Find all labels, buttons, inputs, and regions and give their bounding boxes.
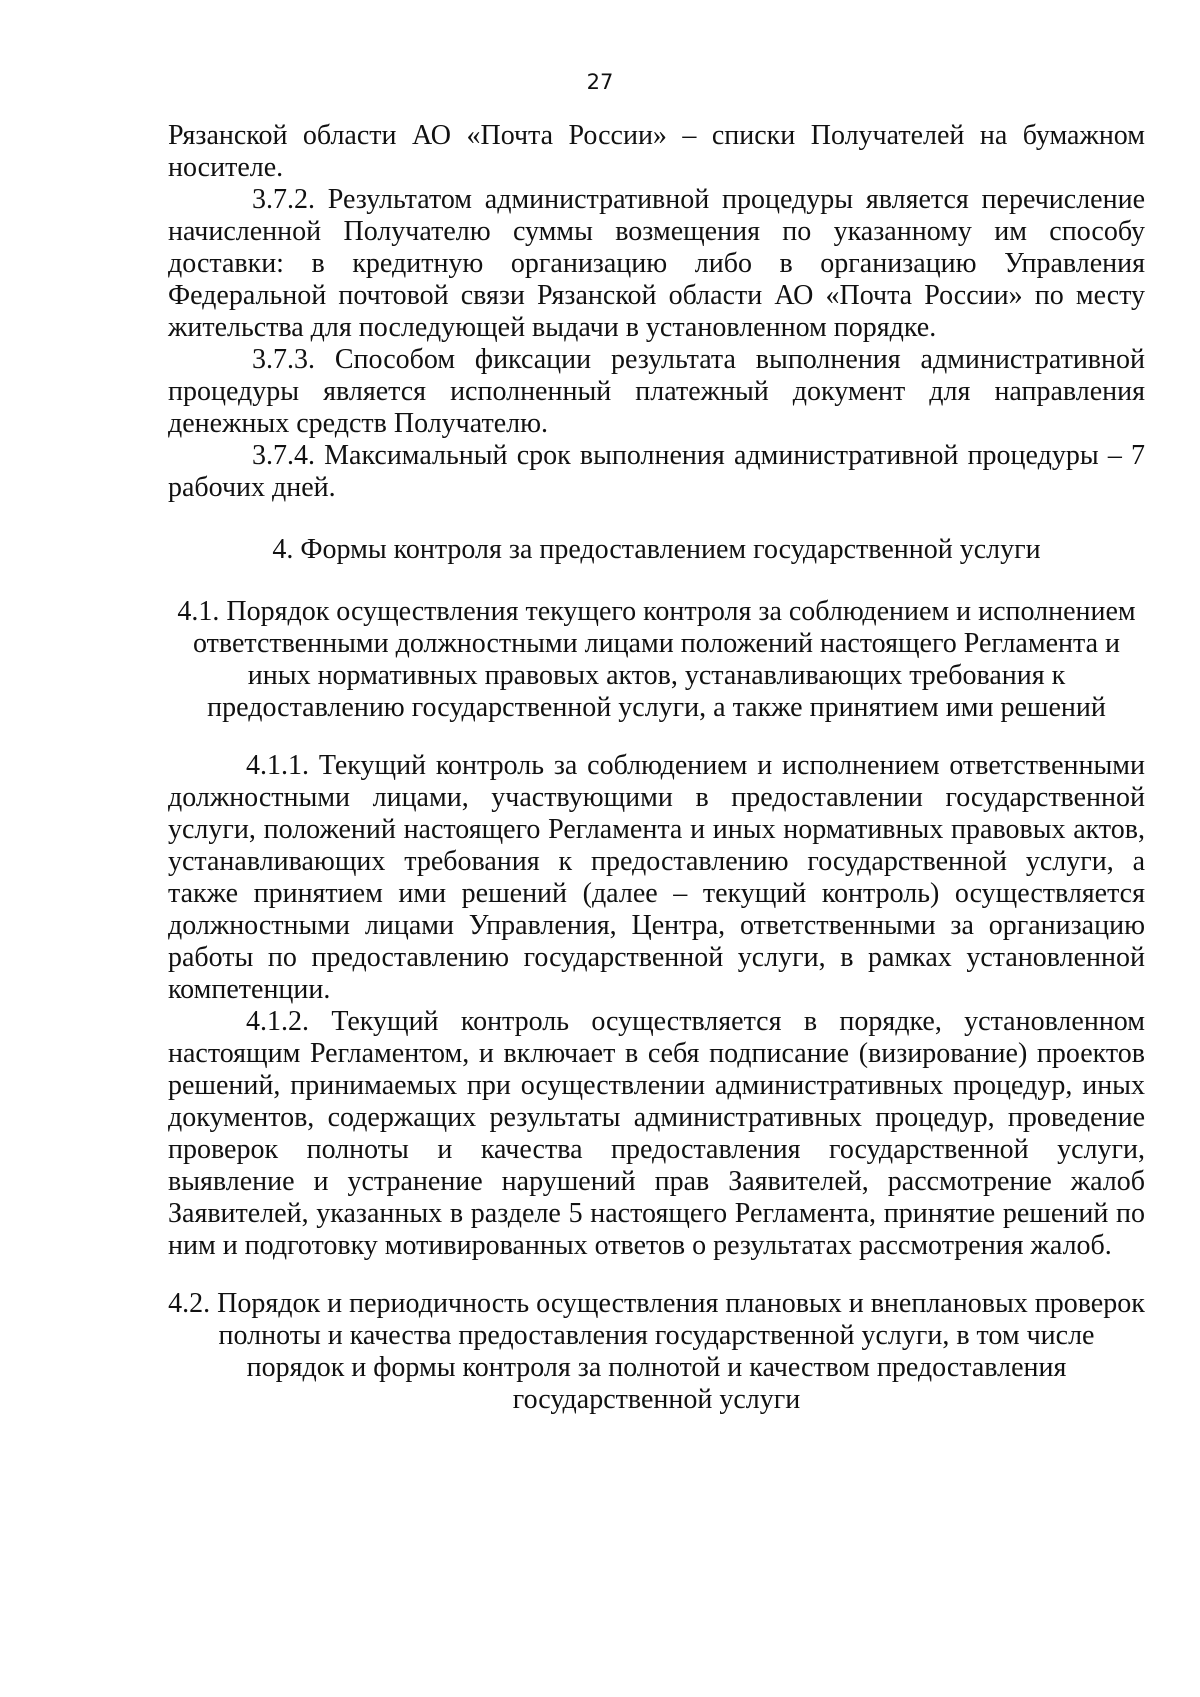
paragraph-3-7-4: 3.7.4. Максимальный срок выполнения административной процедуры – 7 рабочих дней. [168, 440, 1145, 503]
page-number: 27 [586, 70, 614, 94]
subsection-heading-4-1: 4.1. Порядок осуществления текущего контроля за соблюдением и исполнением ответственными должностными лицами положений настоящего Регламента и иных нормативных правовых актов, устанавливающих требования к предоставлению государственной услуги, а также принятием ими решений [177, 596, 1136, 723]
paragraph-continuation: Рязанской области АО «Почта России» – списки Получателей на бумажном носителе. [168, 120, 1145, 183]
paragraph-4-1-1: 4.1.1. Текущий контроль за соблюдением и исполнением ответственными должностными лицами, участвующими в предоставлении государственной услуги, положений настоящего Регламента и иных нормативных правовых актов, устанавливающих требования к предоставлению государственной услуги, а также принятием ими решений (далее – текущий контроль) осуществляется должностными лицами Управления, Центра, ответственными за организацию работы по предоставлению государственной услуги, в рамках установленной компетенции. [168, 750, 1145, 1005]
section-heading-4: 4. Формы контроля за предоставлением государственной услуги [272, 534, 1041, 565]
paragraph-3-7-2: 3.7.2. Результатом административной процедуры является перечисление начисленной Получателю суммы возмещения по указанному им способу доставки: в кредитную организацию либо в организацию Управления Федеральной почтовой связи Рязанской области АО «Почта России» по месту жительства для последующей выдачи в установленном порядке. [168, 184, 1145, 343]
paragraph-3-7-3: 3.7.3. Способом фиксации результата выполнения административной процедуры является исполненный платежный документ для направления денежных средств Получателю. [168, 344, 1145, 439]
paragraph-4-1-2: 4.1.2. Текущий контроль осуществляется в порядке, установленном настоящим Регламентом, и включает в себя подписание (визирование) проектов решений, принимаемых при осуществлении административных процедур, иных документов, содержащих результаты административных процедур, проведение проверок полноты и качества предоставления государственной услуги, выявление и устранение нарушений прав Заявителей, рассмотрение жалоб Заявителей, указанных в разделе 5 настоящего Регламента, принятие решений по ним и подготовку мотивированных ответов о результатах рассмотрения жалоб. [168, 1006, 1145, 1261]
subsection-heading-4-2: 4.2. Порядок и периодичность осуществления плановых и внеплановых проверок полноты и качества предоставления государственной услуги, в том числе порядок и формы контроля за полнотой и качеством предоставления государственной услуги [168, 1288, 1145, 1415]
document-body [168, 120, 1145, 1416]
